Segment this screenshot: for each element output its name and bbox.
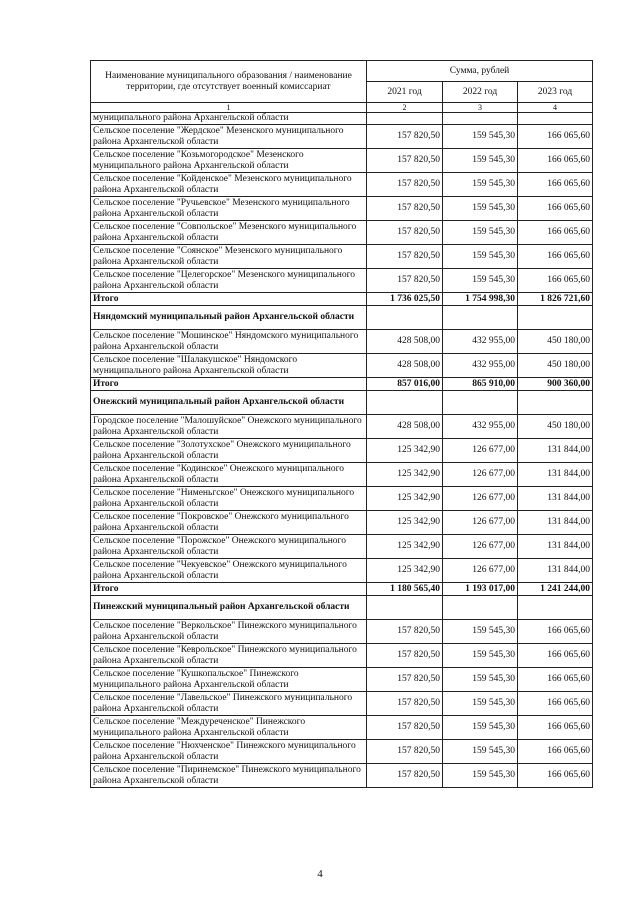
total-2023: 900 360,00 <box>518 378 593 391</box>
amount-2023: 131 844,00 <box>518 511 593 535</box>
settlement-name: Сельское поселение "Кушкопальское" Пинежского муниципального района Архангельской области <box>91 668 367 692</box>
table-row <box>91 644 593 668</box>
total-2023: 1 826 721,60 <box>518 293 593 306</box>
amount-2023: 166 065,60 <box>518 644 593 668</box>
settlement-name: Сельское поселение "Койденское" Мезенского муниципального района Архангельской области <box>91 173 367 197</box>
amount-2022: 159 545,30 <box>443 173 518 197</box>
amount-2023: 166 065,60 <box>518 125 593 149</box>
column-number: 3 <box>443 103 518 113</box>
table-row <box>91 535 593 559</box>
amount-2021: 157 820,50 <box>367 173 443 197</box>
header-year-2023: 2023 год <box>518 82 593 103</box>
amount-2021: 157 820,50 <box>367 740 443 764</box>
settlement-name: Сельское поселение "Ручьевское" Мезенского муниципального района Архангельской области <box>91 197 367 221</box>
amount-2022: 159 545,30 <box>443 692 518 716</box>
header-name-column: Наименование муниципального образования / наименование территории, где отсутствует военный комиссариат <box>91 61 367 103</box>
amount-2021: 125 342,90 <box>367 535 443 559</box>
total-label: Итого <box>91 293 367 306</box>
district-header-row <box>91 306 593 330</box>
header-year-2022: 2022 год <box>443 82 518 103</box>
settlement-name: Сельское поселение "Нюхченское" Пинежского муниципального района Архангельской области <box>91 740 367 764</box>
table-row <box>91 692 593 716</box>
amount-2023: 166 065,60 <box>518 197 593 221</box>
amount-2021: 157 820,50 <box>367 245 443 269</box>
settlement-name: Сельское поселение "Шалакушское" Няндомского муниципального района Архангельской области <box>91 354 367 378</box>
settlement-name: Сельское поселение "Мошинское" Няндомского муниципального района Архангельской области <box>91 330 367 354</box>
amount-2022: 126 677,00 <box>443 463 518 487</box>
mezen-section <box>91 125 593 293</box>
amount-2021: 157 820,50 <box>367 716 443 740</box>
amount-2023: 450 180,00 <box>518 415 593 439</box>
header-year-2021: 2021 год <box>367 82 443 103</box>
amount-2021: 125 342,90 <box>367 511 443 535</box>
total-2022: 865 910,00 <box>443 378 518 391</box>
amount-2023: 166 065,60 <box>518 269 593 293</box>
amount-2022: 126 677,00 <box>443 511 518 535</box>
amount-2023: 131 844,00 <box>518 487 593 511</box>
amount-2021: 428 508,00 <box>367 330 443 354</box>
district-title: Няндомский муниципальный район Архангельской области <box>91 306 367 330</box>
amount-2022: 126 677,00 <box>443 535 518 559</box>
amount-2023: 166 065,60 <box>518 716 593 740</box>
amount-2022: 432 955,00 <box>443 330 518 354</box>
amount-2022: 126 677,00 <box>443 559 518 583</box>
table-row <box>91 716 593 740</box>
amount-2022: 159 545,30 <box>443 644 518 668</box>
settlement-name: Сельское поселение "Порожское" Онежского муниципального района Архангельской области <box>91 535 367 559</box>
amount-2021: 157 820,50 <box>367 620 443 644</box>
settlement-name: Сельское поселение "Кеврольское" Пинежского муниципального района Архангельской области <box>91 644 367 668</box>
total-2022: 1 193 017,00 <box>443 583 518 596</box>
table-row <box>91 668 593 692</box>
total-row <box>91 293 593 306</box>
amount-2023: 166 065,60 <box>518 740 593 764</box>
settlement-name: Сельское поселение "Пиринемское" Пинежского муниципального района Архангельской области <box>91 764 367 788</box>
settlement-name: Сельское поселение "Нименьгское" Онежского муниципального района Архангельской области <box>91 487 367 511</box>
amount-2023: 166 065,60 <box>518 764 593 788</box>
amount-2022: 159 545,30 <box>443 221 518 245</box>
mezen-total-section <box>91 293 593 330</box>
nyandoma-total-section <box>91 378 593 415</box>
amount-2023: 131 844,00 <box>518 439 593 463</box>
total-label: Итого <box>91 378 367 391</box>
amount-2023: 166 065,60 <box>518 221 593 245</box>
amount-2022: 159 545,30 <box>443 716 518 740</box>
amount-2023: 450 180,00 <box>518 330 593 354</box>
table-row <box>91 439 593 463</box>
column-number-row <box>91 103 593 113</box>
amount-2023: 131 844,00 <box>518 559 593 583</box>
table-row <box>91 221 593 245</box>
amount-2022: 432 955,00 <box>443 354 518 378</box>
amount-2023: 450 180,00 <box>518 354 593 378</box>
amount-2022: 126 677,00 <box>443 439 518 463</box>
amount-2021: 125 342,90 <box>367 463 443 487</box>
amount-2021: 157 820,50 <box>367 692 443 716</box>
amount-2023: 166 065,60 <box>518 620 593 644</box>
total-row <box>91 583 593 596</box>
table-row <box>91 330 593 354</box>
settlement-name: Сельское поселение "Междуреченское" Пинежского муниципального района Архангельской области <box>91 716 367 740</box>
table-row <box>91 173 593 197</box>
settlement-name: Сельское поселение "Козьмогородское" Мезенского муниципального района Архангельской области <box>91 149 367 173</box>
amount-2023: 166 065,60 <box>518 149 593 173</box>
district-title: Пинежский муниципальный район Архангельской области <box>91 596 367 620</box>
settlement-name: Сельское поселение "Целегорское" Мезенского муниципального района Архангельской области <box>91 269 367 293</box>
column-number: 1 <box>91 103 367 113</box>
table-row <box>91 125 593 149</box>
table-header <box>91 61 593 113</box>
table-row <box>91 740 593 764</box>
continuation-text: муниципального района Архангельской области <box>91 113 367 125</box>
amount-2022: 159 545,30 <box>443 197 518 221</box>
table-row <box>91 463 593 487</box>
total-2021: 857 016,00 <box>367 378 443 391</box>
amount-2022: 159 545,30 <box>443 125 518 149</box>
amount-2022: 159 545,30 <box>443 668 518 692</box>
amount-2021: 157 820,50 <box>367 149 443 173</box>
amount-2021: 428 508,00 <box>367 415 443 439</box>
table-row <box>91 511 593 535</box>
district-header-row <box>91 391 593 415</box>
amount-2022: 159 545,30 <box>443 149 518 173</box>
onega-total-section <box>91 583 593 620</box>
settlement-name: Сельское поселение "Чекуевское" Онежского муниципального района Архангельской области <box>91 559 367 583</box>
pinega-section <box>91 620 593 788</box>
amount-2023: 131 844,00 <box>518 463 593 487</box>
table-row <box>91 269 593 293</box>
amount-2021: 428 508,00 <box>367 354 443 378</box>
settlement-name: Сельское поселение "Золотухское" Онежского муниципального района Архангельской области <box>91 439 367 463</box>
total-label: Итого <box>91 583 367 596</box>
amount-2021: 125 342,90 <box>367 559 443 583</box>
amount-2021: 157 820,50 <box>367 644 443 668</box>
onega-section <box>91 415 593 583</box>
settlement-name: Сельское поселение "Соянское" Мезенского муниципального района Архангельской области <box>91 245 367 269</box>
header-sum-column: Сумма, рублей <box>367 61 593 82</box>
total-2021: 1 736 025,50 <box>367 293 443 306</box>
table-row <box>91 487 593 511</box>
table-row <box>91 149 593 173</box>
amount-2021: 157 820,50 <box>367 125 443 149</box>
amount-2023: 166 065,60 <box>518 692 593 716</box>
amount-2022: 159 545,30 <box>443 764 518 788</box>
amount-2021: 157 820,50 <box>367 764 443 788</box>
table-row <box>91 415 593 439</box>
total-2022: 1 754 998,30 <box>443 293 518 306</box>
district-title: Онежский муниципальный район Архангельской области <box>91 391 367 415</box>
column-number: 4 <box>518 103 593 113</box>
amount-2021: 157 820,50 <box>367 221 443 245</box>
total-2023: 1 241 244,00 <box>518 583 593 596</box>
page-number: 4 <box>317 868 323 880</box>
settlement-name: Сельское поселение "Веркольское" Пинежского муниципального района Архангельской области <box>91 620 367 644</box>
total-row <box>91 378 593 391</box>
settlement-name: Сельское поселение "Покровское" Онежского муниципального района Архангельской области <box>91 511 367 535</box>
table-row <box>91 354 593 378</box>
settlement-name: Сельское поселение "Кодинское" Онежского муниципального района Архангельской области <box>91 463 367 487</box>
amount-2023: 166 065,60 <box>518 245 593 269</box>
amount-2023: 166 065,60 <box>518 668 593 692</box>
nyandoma-section <box>91 330 593 378</box>
district-header-row <box>91 596 593 620</box>
settlement-name: Сельское поселение "Лавельское" Пинежского муниципального района Архангельской области <box>91 692 367 716</box>
table-row <box>91 620 593 644</box>
amount-2022: 159 545,30 <box>443 620 518 644</box>
column-number: 2 <box>367 103 443 113</box>
table-row <box>91 559 593 583</box>
amount-2023: 131 844,00 <box>518 535 593 559</box>
amount-2022: 159 545,30 <box>443 269 518 293</box>
amount-2022: 432 955,00 <box>443 415 518 439</box>
table-row <box>91 764 593 788</box>
amount-2021: 157 820,50 <box>367 197 443 221</box>
amount-2021: 157 820,50 <box>367 668 443 692</box>
amount-2022: 159 545,30 <box>443 740 518 764</box>
table-row <box>91 113 593 125</box>
amount-2021: 125 342,90 <box>367 439 443 463</box>
amount-2023: 166 065,60 <box>518 173 593 197</box>
total-2021: 1 180 565,40 <box>367 583 443 596</box>
settlement-name: Сельское поселение "Совпольское" Мезенского муниципального района Архангельской области <box>91 221 367 245</box>
settlement-name: Сельское поселение "Жердское" Мезенского муниципального района Архангельской области <box>91 125 367 149</box>
amount-2022: 159 545,30 <box>443 245 518 269</box>
table-body <box>91 113 593 125</box>
amount-2021: 157 820,50 <box>367 269 443 293</box>
table-row <box>91 197 593 221</box>
settlement-name: Городское поселение "Малошуйское" Онежского муниципального района Архангельской области <box>91 415 367 439</box>
table-row <box>91 245 593 269</box>
amount-2021: 125 342,90 <box>367 487 443 511</box>
budget-table <box>90 60 593 788</box>
amount-2022: 126 677,00 <box>443 487 518 511</box>
